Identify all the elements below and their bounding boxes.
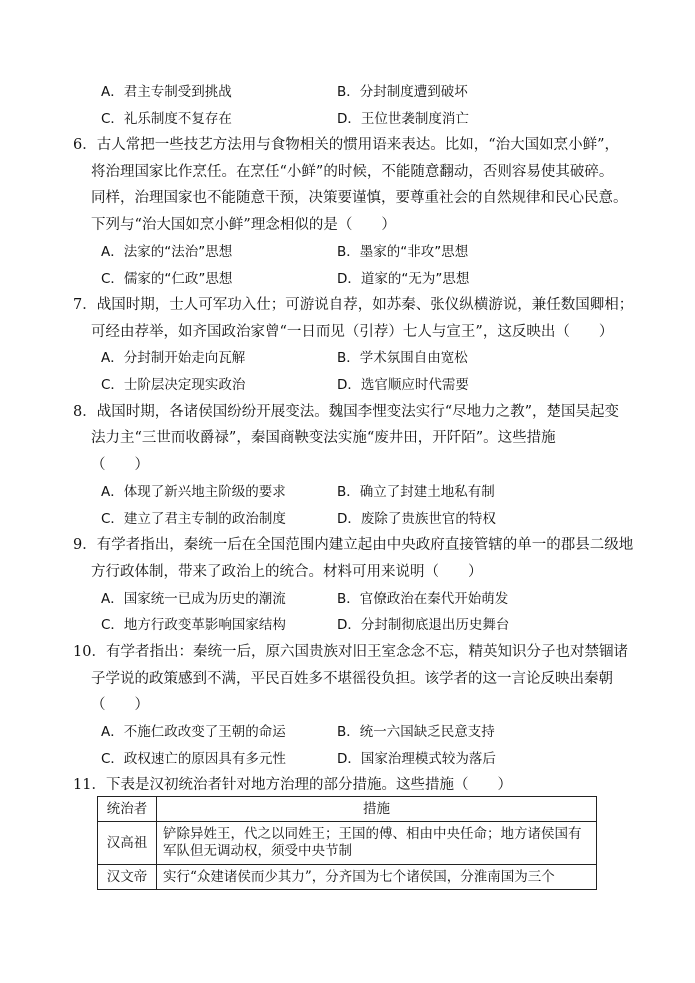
q10-stem-line-3: （ ）	[91, 697, 149, 713]
table-cell-measure: 实行“众建诸侯而少其力”，分齐国为七个诸侯国，分淮南国为三个	[157, 865, 597, 890]
table-row	[98, 865, 597, 890]
q6-options-row-1	[101, 242, 661, 262]
q5-options-row-1	[101, 82, 661, 102]
q7-option-b: B．学术氛围自由宽松	[337, 350, 468, 366]
q7-option-c: C．士阶层决定现实政治	[101, 377, 246, 393]
table-header-measure: 措施	[157, 797, 597, 822]
q10-option-c: C．政权速亡的原因具有多元性	[101, 751, 286, 767]
q5-option-d: D．王位世袭制度消亡	[337, 111, 469, 127]
q6-option-d: D．道家的“无为”思想	[337, 271, 470, 287]
q6-stem-line-1: 6．古人常把一些技艺方法用与食物相关的惯用语来表达。比如，“治大国如烹小鲜”，	[73, 137, 620, 153]
q10-options-row-1	[101, 722, 661, 742]
table-header-ruler: 统治者	[98, 797, 157, 822]
q6-stem-line-2: 将治理国家比作烹任。在烹任“小鲜”的时候，不能随意翻动，否则容易使其破碎。	[91, 164, 614, 180]
q8-option-a: A．体现了新兴地主阶级的要求	[101, 484, 286, 500]
q8-stem-line-2: 法力主“三世而收爵禄”，秦国商鞅变法实施“废井田，开阡陌”。这些措施	[91, 430, 556, 446]
q8-stem-line-3: （ ）	[91, 457, 149, 473]
table-row	[98, 822, 597, 865]
q9-options-row-2	[101, 615, 661, 635]
q5-option-c: C．礼乐制度不复存在	[101, 111, 232, 127]
table-cell-measure: 铲除异姓王，代之以同姓王；王国的傅、相由中央任命；地方诸侯国有军队但无调动权，须受中央节制	[157, 822, 597, 865]
q7-options-row-1	[101, 348, 661, 368]
q8-option-b: B．确立了封建土地私有制	[337, 484, 495, 500]
q10-stem-line-2: 子学说的政策感到不满，平民百姓多不堪徭役负担。该学者的这一言论反映出秦朝	[91, 671, 613, 687]
q6-options-row-2	[101, 269, 661, 289]
q7-options-row-2	[101, 375, 661, 395]
q7-stem-line-1: 7．战国时期，士人可军功入仕；可游说自荐，如苏秦、张仪纵横游说，兼任数国卿相；	[73, 297, 634, 313]
q10-option-b: B．统一六国缺乏民意支持	[337, 724, 495, 740]
q11-measures-table	[97, 796, 597, 890]
q7-stem-line-2: 可经由荐举，如齐国政治家曾“一日而见（引荐）七人与宣王”，这反映出（ ）	[91, 324, 614, 340]
q6-stem-line-4: 下列与“治大国如烹小鲜”理念相似的是（ ）	[91, 217, 396, 233]
q7-option-a: A．分封制开始走向瓦解	[101, 350, 246, 366]
q6-option-b: B．墨家的“非攻”思想	[337, 244, 469, 260]
q10-stem-line-1: 10．有学者指出：秦统一后，原六国贵族对旧王室念念不忘，精英知识分子也对禁锢诸	[73, 644, 628, 660]
q5-option-b: B．分封制度遭到破坏	[337, 84, 468, 100]
q5-option-a: A．君主专制受到挑战	[101, 84, 232, 100]
q5-options-row-2	[101, 109, 661, 129]
q8-options-row-1	[101, 482, 661, 502]
q9-option-a: A．国家统一已成为历史的潮流	[101, 591, 286, 607]
q8-option-c: C．建立了君主专制的政治制度	[101, 511, 286, 527]
q6-option-a: A．法家的“法治”思想	[101, 244, 233, 260]
q9-stem-line-2: 方行政体制，带来了政治上的统合。材料可用来说明（ ）	[91, 564, 483, 580]
q6-stem-line-3: 同样，治理国家也不能随意干预，决策要谨慎，要尊重社会的自然规律和民心民意。	[91, 190, 628, 206]
q9-options-row-1	[101, 589, 661, 609]
q11-stem-line-1: 11．下表是汉初统治者针对地方治理的部分措施。这些措施（ ）	[73, 777, 512, 793]
q9-option-d: D．分封制彻底退出历史舞台	[337, 617, 510, 633]
q9-stem-line-1: 9．有学者指出，秦统一后在全国范围内建立起由中央政府直接管辖的单一的郡县二级地	[73, 537, 634, 553]
q7-option-d: D．选官顺应时代需要	[337, 377, 469, 393]
q10-option-d: D．国家治理模式较为落后	[337, 751, 496, 767]
table-cell-ruler: 汉文帝	[98, 865, 157, 890]
q10-options-row-2	[101, 749, 661, 769]
q9-option-b: B．官僚政治在秦代开始萌发	[337, 591, 509, 607]
q8-option-d: D．废除了贵族世官的特权	[337, 511, 496, 527]
table-header-row	[98, 797, 597, 822]
q6-option-c: C．儒家的“仁政”思想	[101, 271, 233, 287]
q9-option-c: C．地方行政变革影响国家结构	[101, 617, 286, 633]
q10-option-a: A．不施仁政改变了王朝的命运	[101, 724, 286, 740]
q8-stem-line-1: 8．战国时期，各诸侯国纷纷开展变法。魏国李悝变法实行“尽地力之教”，楚国吴起变	[73, 404, 620, 420]
q8-options-row-2	[101, 509, 661, 529]
table-cell-ruler: 汉高祖	[98, 822, 157, 865]
